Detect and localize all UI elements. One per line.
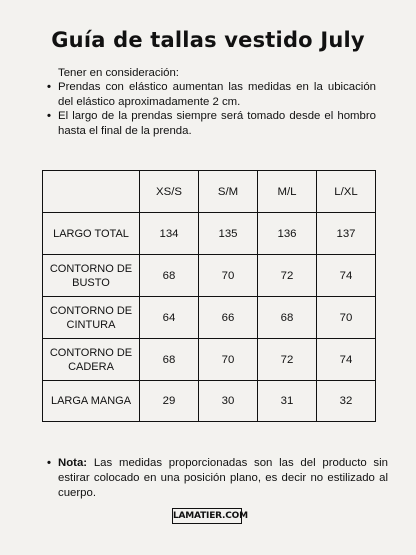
table-cell: 29: [140, 381, 199, 422]
header-empty-cell: [43, 171, 140, 213]
note-text: Las medidas proporcionadas son las del producto sin estirar colocado en una posición plano, es decir no estilizado al cuerpo.: [58, 457, 388, 499]
table-cell: 136: [258, 213, 317, 255]
table-cell: 64: [140, 297, 199, 339]
table-cell: 72: [258, 255, 317, 297]
table-cell: 74: [317, 339, 376, 381]
row-label: LARGA MANGA: [43, 381, 140, 422]
considerations-lead: Tener en consideración:: [58, 67, 179, 79]
table-row: [43, 381, 376, 422]
table-row: [43, 213, 376, 255]
table-cell: 68: [140, 255, 199, 297]
table-cell: 70: [199, 339, 258, 381]
table-cell: 135: [199, 213, 258, 255]
header-size-m-l: M/L: [258, 171, 317, 213]
size-table: [42, 170, 376, 422]
table-cell: 68: [140, 339, 199, 381]
table-cell: 137: [317, 213, 376, 255]
consideration-item: • El largo de la prendas siempre será tomado desde el hombro hasta el final de la prenda.: [46, 109, 376, 138]
table-cell: 30: [199, 381, 258, 422]
header-size-l-xl: L/XL: [317, 171, 376, 213]
header-size-xs-s: XS/S: [140, 171, 199, 213]
header-size-s-m: S/M: [199, 171, 258, 213]
table-cell: 68: [258, 297, 317, 339]
table-cell: 66: [199, 297, 258, 339]
note-label: Nota:: [58, 457, 88, 469]
brand-label: LAMATIER.COM: [172, 508, 242, 524]
table-row: [43, 339, 376, 381]
table-cell: 74: [317, 255, 376, 297]
note: [46, 456, 388, 501]
row-label: CONTORNO DE CADERA: [43, 339, 140, 381]
row-label: CONTORNO DE BUSTO: [43, 255, 140, 297]
table-cell: 31: [258, 381, 317, 422]
table-cell: 72: [258, 339, 317, 381]
row-label: CONTORNO DE CINTURA: [43, 297, 140, 339]
table-header-row: [43, 171, 376, 213]
considerations: [46, 66, 376, 138]
consideration-item: • Prendas con elástico aumentan las medidas en la ubicación del elástico aproximadamente 2 cm.: [46, 80, 376, 109]
page-title: Guía de tallas vestido July: [51, 28, 365, 52]
table-cell: 70: [199, 255, 258, 297]
table-row: [43, 255, 376, 297]
table-row: [43, 297, 376, 339]
table-cell: 134: [140, 213, 199, 255]
table-cell: 70: [317, 297, 376, 339]
row-label: LARGO TOTAL: [43, 213, 140, 255]
table-cell: 32: [317, 381, 376, 422]
